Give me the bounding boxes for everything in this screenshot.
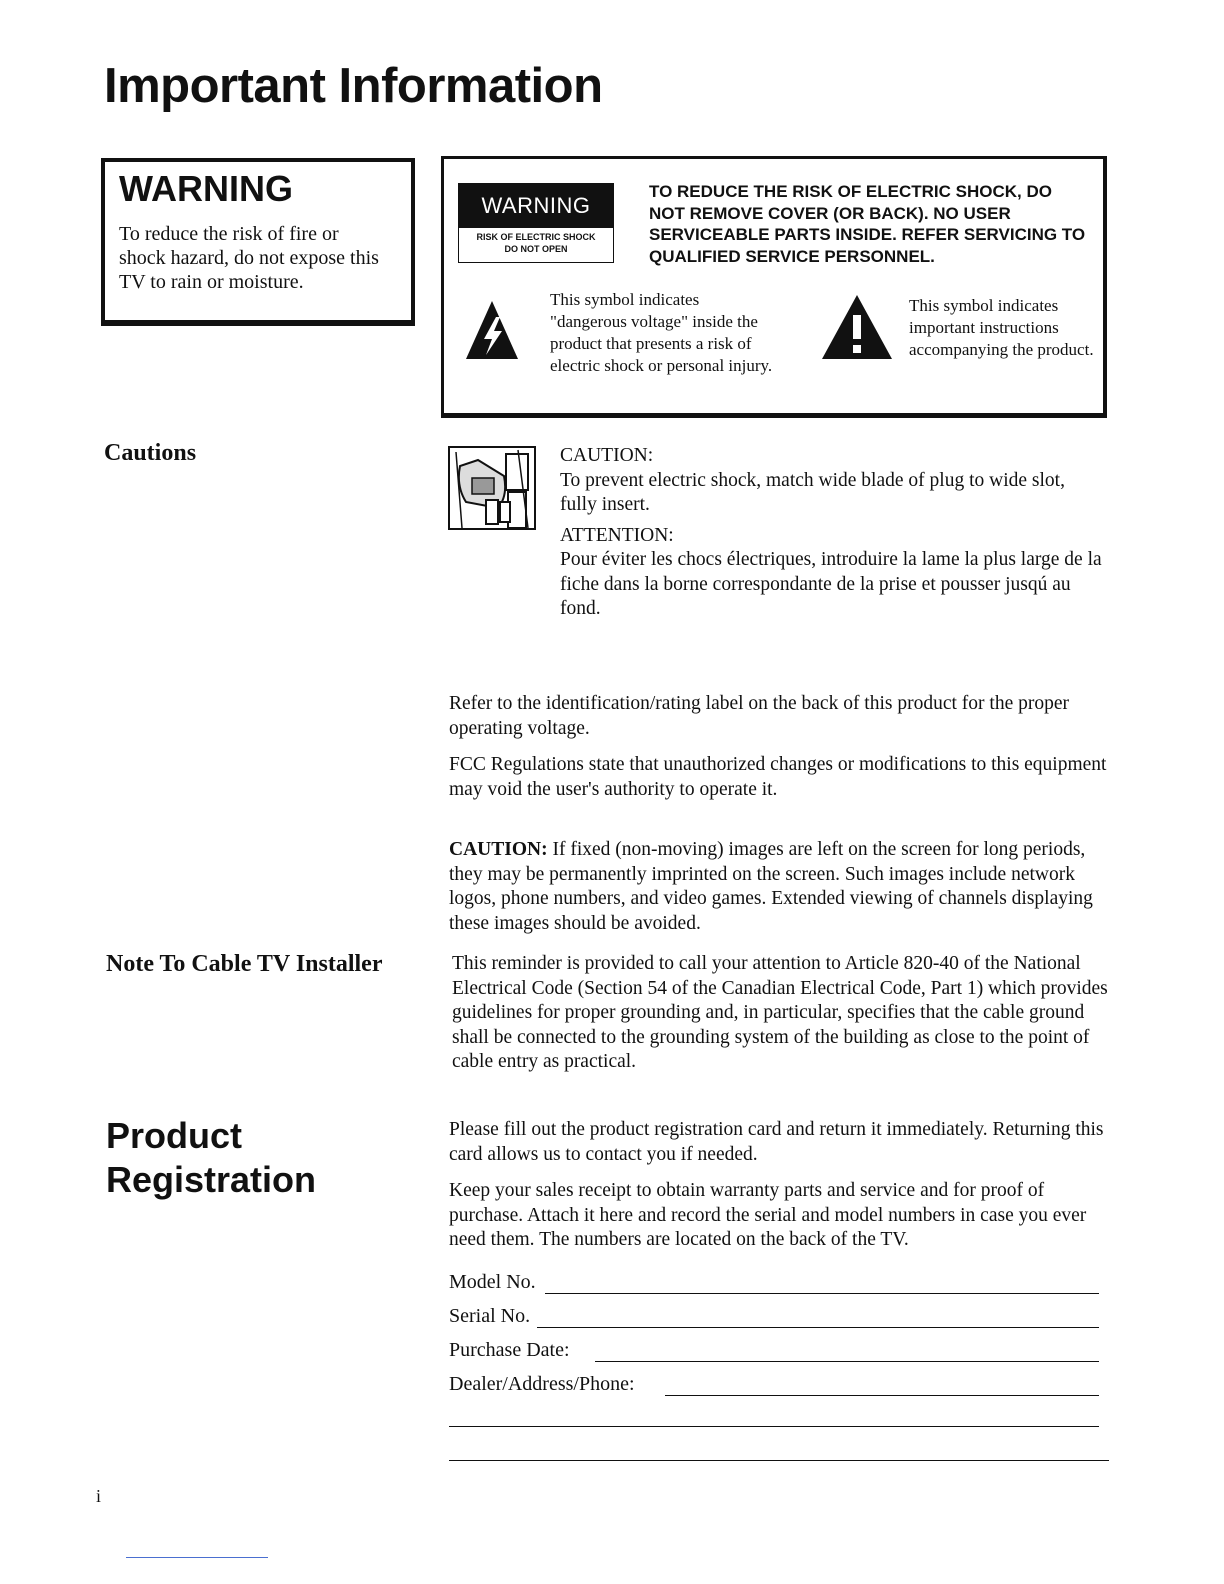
model-number-field[interactable] <box>449 1268 1099 1298</box>
warning-box-fire <box>101 158 415 326</box>
dealer-line <box>665 1395 1099 1396</box>
image-caution-label: CAUTION: <box>449 839 548 860</box>
registration-heading-line2: Registration <box>106 1159 317 1200</box>
warning-title: WARNING <box>119 168 293 209</box>
warning-text: To reduce the risk of fire or shock hazard, do not expose this TV to rain or moisture. <box>119 223 379 293</box>
rating-label-text: Refer to the identification/rating label on the back of this product for the proper operating voltage. <box>449 693 1070 739</box>
warning-badge-line1: RISK OF ELECTRIC SHOCK <box>476 232 596 242</box>
voltage-symbol-text: This symbol indicates "dangerous voltage" inside the product that presents a risk of electric shock or personal injury. <box>550 290 773 375</box>
registration-text: Please fill out the product registration card and return it immediately. Returning this card allows us to contact you if needed. <box>449 1119 1104 1165</box>
registration-heading <box>106 1114 316 1202</box>
shock-warning-heading: TO REDUCE THE RISK OF ELECTRIC SHOCK, DO NOT REMOVE COVER (OR BACK). NO USER SERVICEABLE PARTS INSIDE. REFER SERVICING TO QUALIFIED SERVICE PERSONNEL. <box>649 182 1086 266</box>
serial-number-field[interactable] <box>449 1302 1099 1332</box>
model-number-label: Model No. <box>449 1271 536 1293</box>
dealer-extra-line-2[interactable] <box>449 1460 1109 1461</box>
polarized-plug-icon <box>448 446 542 532</box>
caution-label: CAUTION: <box>560 445 654 466</box>
warning-badge-subtitle <box>459 228 613 255</box>
receipt-text: Keep your sales receipt to obtain warranty parts and service and for proof of purchase. Attach it here and record the serial and model numbers in case you ever need them. The numbers are located on the back of the TV. <box>449 1180 1087 1250</box>
dealer-extra-line-1[interactable] <box>449 1426 1099 1427</box>
warning-badge-title: WARNING <box>459 184 613 228</box>
dealer-label: Dealer/Address/Phone: <box>449 1373 635 1395</box>
purchase-date-line <box>595 1361 1099 1362</box>
footer-rule <box>126 1557 268 1558</box>
dealer-field[interactable] <box>449 1370 1099 1400</box>
image-retention-caution <box>449 838 1109 936</box>
purchase-date-field[interactable] <box>449 1336 1099 1366</box>
page-number: i <box>96 1486 102 1506</box>
cable-installer-text: This reminder is provided to call your attention to Article 820-40 of the National Electrical Code (Section 54 of the Canadian Electrical Code, Part 1) which provides guidelines for proper grounding and, in particular, specifies that the cable ground shall be connected to the grounding system of the building as close to the point of cable entry as practical. <box>452 953 1108 1072</box>
fcc-text: FCC Regulations state that unauthorized changes or modifications to this equipment may void the user's authority to operate it. <box>449 754 1107 800</box>
warning-badge-line2: DO NOT OPEN <box>504 244 568 254</box>
registration-heading-line1: Product <box>106 1115 243 1156</box>
exclamation-triangle-icon <box>820 293 894 361</box>
serial-number-label: Serial No. <box>449 1305 531 1327</box>
lightning-triangle-icon <box>464 299 520 361</box>
attention-label: ATTENTION: <box>560 524 674 546</box>
attention-text: Pour éviter les chocs électriques, introduire la lame la plus large de la fiche dans la borne correspondante de la prise et pousser jusqú au fond. <box>560 549 1102 619</box>
warning-box-shock <box>441 156 1107 418</box>
model-number-line <box>545 1293 1099 1294</box>
purchase-date-label: Purchase Date: <box>449 1339 570 1361</box>
caution-text: To prevent electric shock, match wide blade of plug to wide slot, fully insert. <box>560 469 1065 515</box>
serial-number-line <box>537 1327 1099 1328</box>
warning-label-badge <box>458 183 614 263</box>
page-title: Important Information <box>104 59 603 113</box>
instructions-symbol-text: This symbol indicates important instructions accompanying the product. <box>909 296 1094 359</box>
cautions-heading: Cautions <box>104 440 197 466</box>
cable-installer-heading: Note To Cable TV Installer <box>106 951 383 977</box>
image-caution-text: If fixed (non-moving) images are left on the screen for long periods, they may be permanently imprinted on the screen. Such images include network logos, phone numbers, and video games. Extended viewing of channels displaying these images should be avoided. <box>449 839 1093 934</box>
